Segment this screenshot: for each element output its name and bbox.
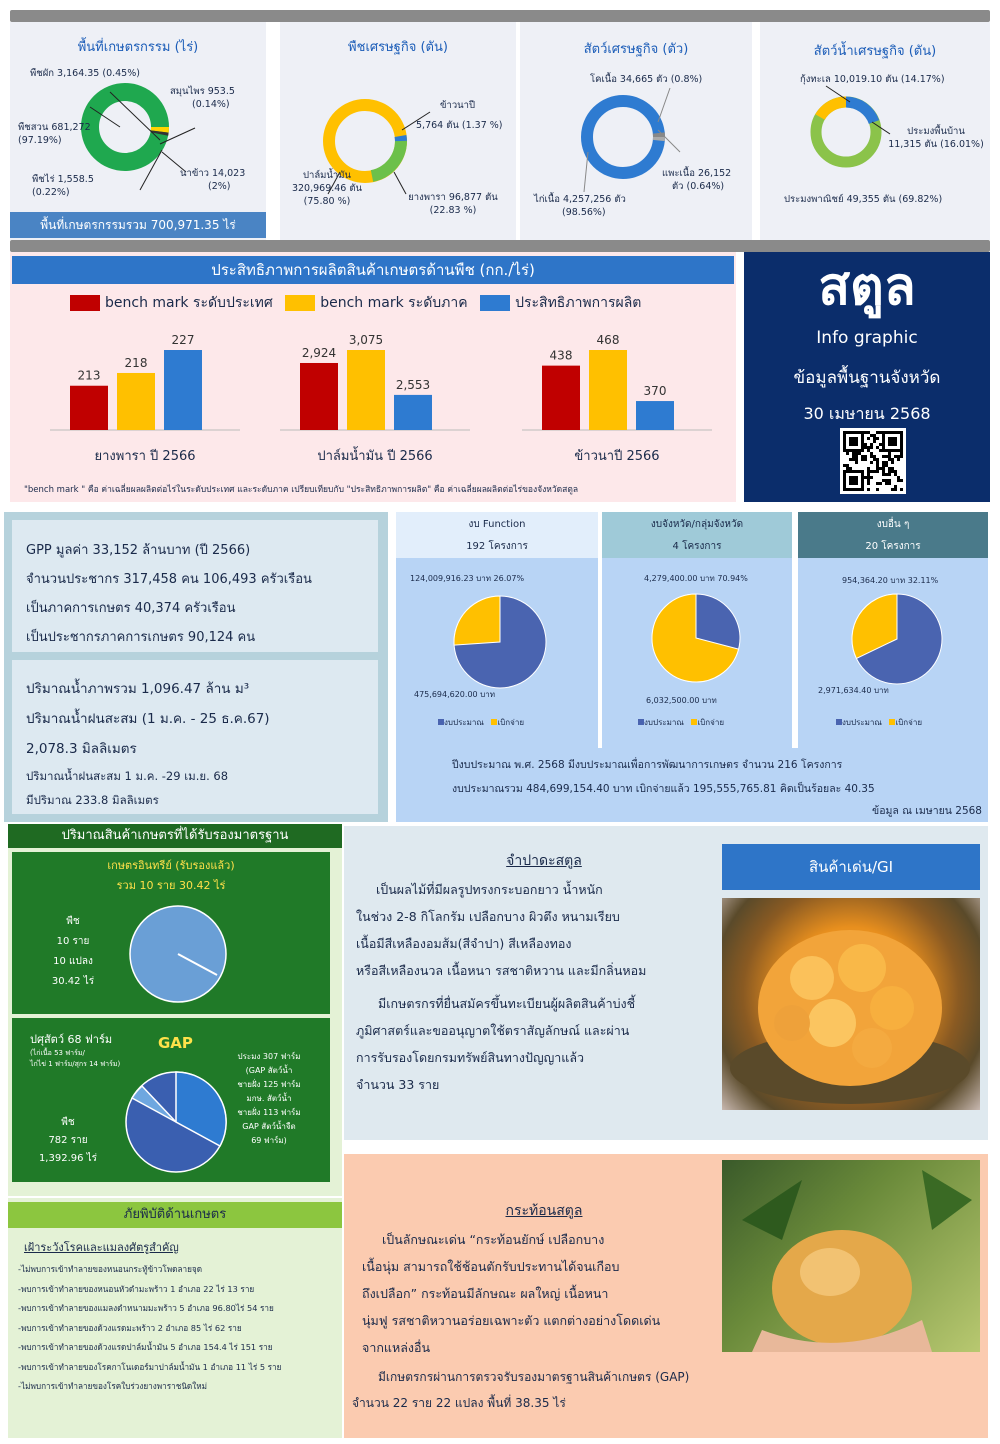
gap-title: GAP [158, 1034, 193, 1052]
champada-photo [722, 898, 980, 1110]
rain-mm: 2,078.3 มิลลิเมตร [26, 741, 137, 757]
chart-title: ยางพารา ปี 2566 [94, 449, 196, 464]
list-item: -พบการเข้าทำลายของแมลงดำหนามมะพร้าว 5 อำเภอ 96.80ไร่ 54 ราย [18, 1303, 274, 1313]
land-title: พื้นที่เกษตรกรรม (ไร่) [77, 40, 199, 55]
water-panel [4, 656, 388, 822]
rain-2568: ปริมาณน้ำฝนสะสม 1 ม.ค. -29 เม.ย. 68 [26, 769, 229, 783]
pie-slice-spent [454, 596, 500, 645]
efficiency-footnote: "bench mark " คือ ค่าเฉลี่ยผลผลิตต่อไร่ในระดับประเทศ และระดับภาค เปรียบเทียบกับ "ประสิทธิภาพการผลิต" คือ ค่าเฉลี่ยผลผลิตต่อไร่ของจังหวัดสตูล [24, 485, 579, 495]
crops-panel [280, 22, 516, 240]
santol-title: กระท้อนสตูล [505, 1203, 583, 1219]
standards-title: ปริมาณสินค้าเกษตรที่ได้รับรองมาตรฐาน [8, 824, 342, 848]
budget-provincial-header: งบจังหวัด/กลุ่มจังหวัด 4 โครงการ [602, 512, 792, 558]
stats-panel [4, 512, 388, 660]
santol-fruit-icon [722, 1160, 980, 1352]
budget-function-total: 475,694,620.00 บาท [414, 690, 496, 699]
aqua-panel [760, 22, 990, 240]
budget-other-pie [850, 592, 944, 686]
water-text [26, 674, 270, 764]
legend-regional: bench mark ระดับภาค [285, 295, 467, 311]
list-item: -พบการเข้าทำลายของด้วงแรดปาล์มน้ำมัน 5 อำเภอ 154.4 ไร่ 151 ราย [18, 1342, 273, 1352]
gap-fish: ประมง 307 ฟาร์ม (GAP สัตว์น้ำ ชายฝั่ง 125 ฟาร์ม มกษ. สัตว์น้ำ ชายฝั่ง 113 ฟาร์ม GAP สัตว์น้ำจืด 69 ฟาร์ม) [237, 1052, 301, 1145]
gpp: GPP มูลค่า 33,152 ล้านบาท (ปี 2566) [26, 543, 251, 558]
budget-summary-1: ปีงบประมาณ พ.ศ. 2568 มีงบประมาณเพื่อการพัฒนาการเกษตร จำนวน 216 โครงการ [452, 759, 843, 771]
legend-national: bench mark ระดับประเทศ [70, 295, 273, 311]
province-date: 30 เมษายน 2568 [803, 404, 931, 423]
efficiency-panel [10, 252, 736, 502]
livestock-chicken: ไก่เนื้อ 4,257,256 ตัว (98.56%) [534, 194, 626, 218]
santol-panel [344, 1154, 988, 1438]
champada-desc-2: มีเกษตรกรที่ยื่นสมัครขึ้นทะเบียนผู้ผลิตสินค้าบ่งชี้ ภูมิศาสตร์และขออนุญาตใช้ตราสัญลักษณ์ และผ่าน การรับรองโดยกรมทรัพย์สินทางปัญญาแล้ว จำนวน 33 ราย [356, 996, 636, 1092]
santol-desc-2: มีเกษตรกรผ่านการตรวจรับรองมาตรฐานสินค้าเกษตร (GAP) จำนวน 22 ราย 22 แปลง พื้นที่ 38.35 ไร่ [352, 1370, 690, 1410]
champada-title: จำปาดะสตูล [506, 853, 582, 869]
list-item: -ไม่พบการเข้าทำลายของหนอนกระทู้ข้าวโพดลายจุด [18, 1264, 203, 1274]
water-text-2 [26, 764, 228, 812]
budget-summary-2: งบประมาณรวม 484,699,154.40 บาท เบิกจ่ายแล้ว 195,555,765.81 คิดเป็นร้อยละ 40.35 [452, 783, 875, 795]
aqua-commercial: ประมงพาณิชย์ 49,355 ตัน (69.82%) [784, 194, 943, 205]
budget-summary-3: ข้อมูล ณ เมษายน 2568 [872, 805, 982, 817]
bar [300, 363, 338, 430]
bar [117, 373, 155, 430]
bar [164, 350, 202, 430]
chart-title: ข้าวนาปี 2566 [574, 449, 660, 464]
budget-function-pie [452, 594, 548, 690]
organic-plant-label: พืช 10 ราย 10 แปลง 30.42 ไร่ [51, 916, 95, 987]
bar [542, 366, 580, 430]
crops-palm: ปาล์มน้ำมัน 320,969.46 ตัน (75.80 %) [291, 170, 363, 207]
population: จำนวนประชากร 317,458 คน 106,493 ครัวเรือน [26, 572, 312, 587]
bar [394, 395, 432, 430]
bar [589, 350, 627, 430]
budget-other [798, 512, 988, 748]
agri-households: เป็นภาคการเกษตร 40,374 ครัวเรือน [26, 601, 236, 616]
organic-pie [126, 902, 230, 1006]
water-total: ปริมาณน้ำภาพรวม 1,096.47 ล้าน ม³ [26, 681, 250, 697]
aqua-shrimp: กุ้งทะเล 10,019.10 ตัน (14.17%) [800, 74, 945, 85]
budget-provincial [602, 512, 792, 748]
organic-title: เกษตรอินทรีย์ (รับรองแล้ว) รวม 10 ราย 30.42 ไร่ [107, 859, 235, 892]
champada-panel [344, 826, 988, 1140]
disaster-list [18, 1260, 281, 1397]
bar-label: 2,924 [301, 345, 337, 360]
bar-label: 468 [596, 333, 620, 347]
land-herb: สมุนไพร 953.5 (0.14%) [170, 86, 235, 110]
budget-function-spent: 124,009,916.23 บาท 26.07% [410, 574, 525, 583]
aqua-local: ประมงพื้นบ้าน 11,315 ตัน (16.01%) [888, 126, 984, 150]
budget-provincial-legend: งบประมาณ เบิกจ่าย [638, 718, 724, 729]
land-panel [10, 22, 266, 240]
aqua-title: สัตว์น้ำเศรษฐกิจ (ตัน) [813, 44, 937, 59]
bar [636, 401, 674, 430]
budget-function-header: งบ Function 192 โครงการ [396, 512, 598, 558]
budget-other-total: 2,971,634.40 บาท [818, 686, 889, 695]
chart-title: ปาล์มน้ำมัน ปี 2566 [317, 449, 433, 464]
livestock-goat: แพะเนื้อ 26,152 ตัว (0.64%) [662, 168, 732, 192]
province-desc: ข้อมูลพื้นฐานจังหวัด [793, 368, 941, 388]
gap-plant: พืช 782 ราย 1,392.96 ไร่ [38, 1117, 98, 1164]
budget-provincial-spent: 4,279,400.00 บาท 70.94% [644, 574, 748, 583]
crops-rice1: ข้าวนาปี [440, 100, 476, 111]
gi-label: สินค้าเด่น/GI [722, 844, 980, 890]
bar-label: 2,553 [395, 377, 431, 392]
budget-other-spent: 954,364.20 บาท 32.11% [842, 576, 939, 585]
bar-label: 3,075 [348, 333, 384, 347]
santol-desc-1: เป็นลักษณะเด่น “กระท้อนยักษ์ เปลือกบาง เนื้อนุ่ม สามารถใช้ช้อนตักรับประทานได้จนเกือบ ถึงเปลือก” กระท้อนมีลักษณะ ผลใหญ่ เนื้อหนา นุ่มฟู รสชาติหวานอร่อยเฉพาะตัว แตกต่างอย่างโดดเด่น จากแหล่งอื่น [362, 1232, 661, 1355]
champada-fruit-icon [722, 898, 980, 1110]
land-field: พืชไร่ 1,558.5 (0.22%) [32, 174, 94, 198]
rain-cumulative: ปริมาณน้ำฝนสะสม (1 ม.ค. - 25 ธ.ค.67) [26, 711, 270, 727]
santol-photo [722, 1160, 980, 1352]
budget-provincial-total: 6,032,500.00 บาท [646, 696, 717, 705]
land-veg: พืชผัก 3,164.35 (0.45%) [30, 68, 140, 79]
crops-rice2: 5,764 ตัน (1.37 %) [416, 120, 503, 131]
list-item: -พบการเข้าทำลายของด้วงแรดมะพร้าว 2 อำเภอ 85 ไร่ 62 ราย [18, 1322, 242, 1333]
list-item: -พบการเข้าทำลายของหนอนหัวดำมะพร้าว 1 อำเภอ 22 ไร่ 13 ราย [18, 1283, 255, 1294]
crops-title: พืชเศรษฐกิจ (ตัน) [348, 40, 448, 55]
rain-2568-mm: มีปริมาณ 233.8 มิลลิเมตร [26, 793, 159, 807]
bar [347, 350, 385, 430]
budget-summary [396, 748, 988, 822]
efficiency-charts [10, 322, 736, 472]
list-item: -ไม่พบการเข้าทำลายของโรคใบร่วงยางพาราชนิดใหม่ [18, 1381, 208, 1391]
champada-desc-1: เป็นผลไม้ที่มีผลรูปทรงกระบอกยาว น้ำหนัก ในช่วง 2-8 กิโลกรัม เปลือกบาง ผิวตึง หนามเรียบ เนื้อมีสีเหลืองอมส้ม(สีจำปา) สีเหลืองทอง หรือสีเหลืองนวล เนื้อหนา รสชาติหวาน และมีกลิ่นหอม [356, 882, 647, 978]
bar-label: 213 [77, 368, 101, 383]
disaster-sub: เฝ้าระวังโรคและแมลงศัตรูสำคัญ [24, 1241, 179, 1254]
budget-function-legend: งบประมาณ เบิกจ่าย [438, 718, 524, 729]
list-item: -พบการเข้าทำลายของโรคกาโนเดอร์มาปาล์มน้ำมัน 1 อำเภอ 11 ไร่ 5 ราย [18, 1361, 282, 1372]
province-box [744, 252, 990, 502]
bar-label: 227 [171, 333, 195, 347]
bar-label: 218 [124, 355, 148, 370]
land-total: พื้นที่เกษตรกรรมรวม 700,971.35 ไร่ [10, 212, 266, 238]
land-orchard: พืชสวน 681,272 (97.19%) [18, 122, 91, 146]
crops-rubber: ยางพารา 96,877 ตัน (22.83 %) [408, 192, 498, 216]
gap-livestock: ปศุสัตว์ 68 ฟาร์ม (ไก่เนื้อ 53 ฟาร์ม/ ไก่ไข่ 1 ฟาร์ม/สุกร 14 ฟาร์ม) [30, 1033, 121, 1068]
budget-other-legend: งบประมาณ เบิกจ่าย [836, 718, 922, 729]
disaster-title: ภัยพิบัติด้านเกษตร [8, 1202, 342, 1228]
efficiency-title: ประสิทธิภาพการผลิตสินค้าเกษตรด้านพืช (กก./ไร่) [12, 256, 734, 284]
disaster-panel [8, 1198, 342, 1438]
bar-label: 370 [643, 384, 667, 399]
land-rice: นาข้าว 14,023 (2%) [180, 168, 246, 192]
budget-function [396, 512, 598, 748]
bar-label: 438 [549, 348, 573, 363]
bar [70, 386, 108, 430]
budget-other-header: งบอื่น ๆ 20 โครงการ [798, 512, 988, 558]
qr-code-icon[interactable] [840, 428, 906, 494]
legend-productivity: ประสิทธิภาพการผลิต [480, 295, 641, 311]
stats-text [26, 536, 312, 652]
livestock-title: สัตว์เศรษฐกิจ (ตัว) [583, 42, 689, 57]
gap-pie [122, 1068, 230, 1176]
budget-provincial-pie [650, 592, 742, 684]
livestock-cattle: โคเนื้อ 34,665 ตัว (0.8%) [590, 74, 703, 85]
livestock-panel [520, 22, 752, 240]
province-name: สตูล [818, 257, 916, 317]
agri-population: เป็นประชากรภาคการเกษตร 90,124 คน [26, 630, 256, 645]
efficiency-legend [70, 292, 641, 314]
standards-panel [8, 824, 342, 1196]
province-sub: Info graphic [816, 328, 918, 348]
